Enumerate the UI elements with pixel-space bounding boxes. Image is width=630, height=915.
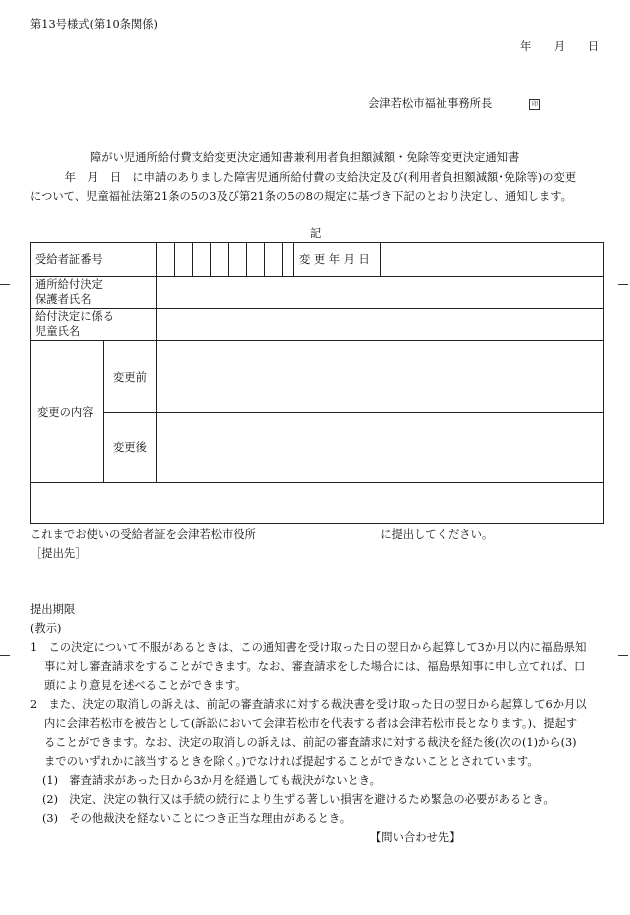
before-label: 変更前 [113, 371, 147, 384]
intro-line-2: について、児童福祉法第21条の5の3及び第21条の5の8の規定に基づき下記のとおり決定し、通知します。 [30, 190, 572, 203]
notice-table [30, 242, 604, 524]
ki-label: 記 [310, 227, 322, 240]
submit-destination: ［提出先］ [30, 547, 87, 560]
right-registration-mark-top [618, 284, 628, 285]
instruction-1-line-2: 事に対し審査請求をすることができます。なお、審査請求をした場合には、福島県知事に申し立てれば、口 [44, 660, 586, 673]
instruction-1-line-1: 1 この決定について不服があるときは、この通知書を受け取った日の翌日から起算して3か月以内に福島県知 [30, 641, 587, 654]
left-registration-mark-top [0, 284, 10, 285]
change-content-label: 変更の内容 [37, 406, 94, 419]
sub-item-2: (2) 決定、決定の執行又は手続の続行により生ずる著しい損害を避けるため緊急の必要があるとき。 [42, 793, 555, 806]
right-registration-mark-bottom [618, 655, 628, 656]
instruction-2-line-3: ることができます。なお、決定の取消しの訴えは、前記の審査請求に対する裁決を経た後(次の(1)から(3) [44, 736, 577, 749]
intro-line-1: 年 月 日 に申請のありました障害児通所給付費の支給決定及び(利用者負担額減額･免除等)の変更 [42, 171, 577, 184]
document-title: 障がい児通所給付費支給変更決定通知書兼利用者負担額減額・免除等変更決定通知書 [90, 151, 520, 164]
form-number: 第13号様式(第10条関係) [30, 18, 158, 31]
instruction-1-line-3: 頭により意見を述べることができます。 [44, 679, 247, 692]
left-registration-mark-bottom [0, 655, 10, 656]
issuer-line [368, 97, 540, 111]
guardian-label-1: 通所給付決定 [35, 278, 103, 291]
sub-item-1: (1) 審査請求があった日から3か月を経過しても裁決がないとき。 [42, 774, 381, 787]
submit-notice: これまでお使いの受給者証を会津若松市役所 に提出してください。 [30, 528, 494, 541]
child-label-2: 児童氏名 [35, 325, 81, 338]
child-label-1: 給付決定に係る [35, 310, 115, 323]
issuer: 会津若松市福祉事務所長 [368, 97, 493, 110]
after-label: 変更後 [113, 441, 147, 454]
instruction-2-line-4: までのいずれかに該当するときを除く。)でなければ提起することができないこととされています。 [44, 755, 539, 768]
deadline-label: 提出期限 [30, 603, 76, 616]
date-line: 年 月 日 [520, 40, 600, 53]
instruction-2-line-2: 内に会津若松市を被告として(訴訟において会津若松市を代表する者は会津若松市長となります。)、提起す [44, 717, 578, 730]
change-date-label: 変 更 年 月 日 [299, 253, 370, 266]
guardian-label-2: 保護者氏名 [35, 293, 92, 306]
instruction-2-line-1: 2 また、決定の取消しの訴えは、前記の審査請求に対する裁決書を受け取った日の翌日から起算して6か月以 [30, 698, 587, 711]
instruction-label: (教示) [30, 622, 62, 635]
sub-item-3: (3) その他裁決を経ないことにつき正当な理由があるとき。 [42, 812, 352, 825]
contact-label: 【問い合わせ先】 [370, 831, 461, 844]
recipient-number-label: 受給者証番号 [35, 253, 103, 266]
stamp-icon: 印 [529, 99, 540, 110]
